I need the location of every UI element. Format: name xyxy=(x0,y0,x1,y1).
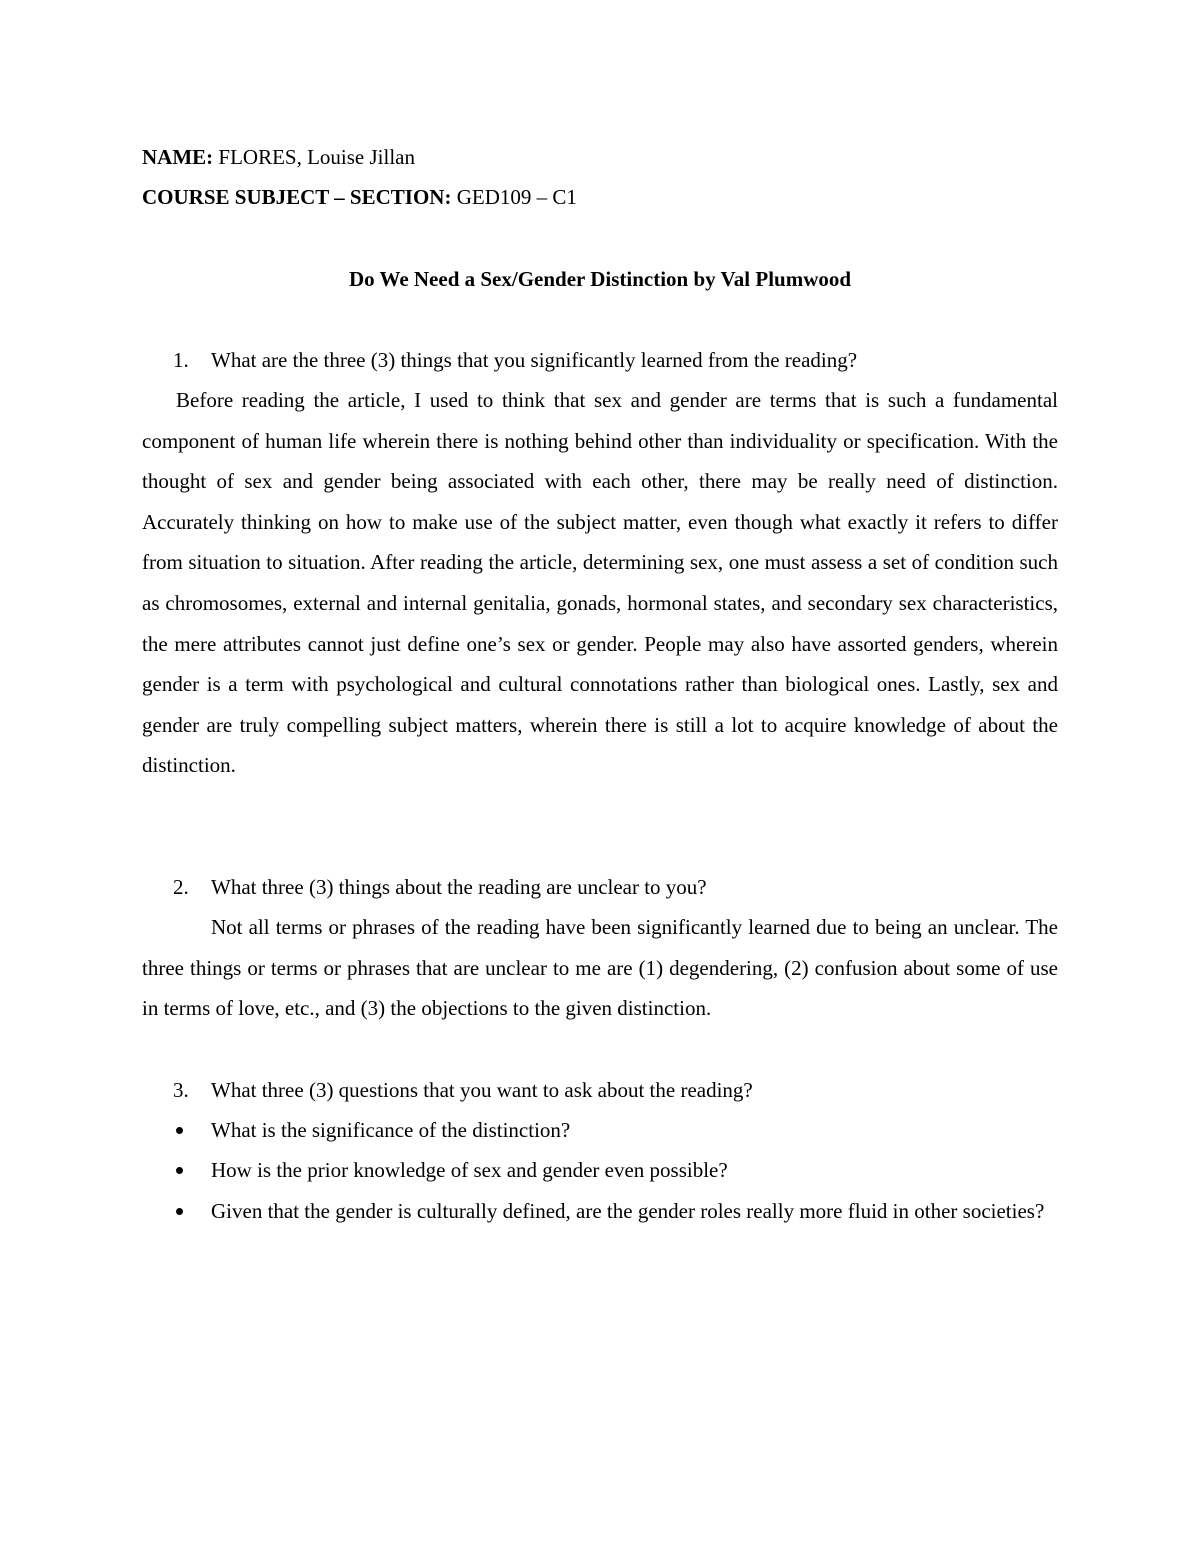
question-3-bullet-1: What is the significance of the distinction? xyxy=(211,1118,571,1142)
question-1-text: What are the three (3) things that you significantly learned from the reading? xyxy=(211,348,858,372)
question-1-number: 1. xyxy=(173,348,189,372)
question-3-text: What three (3) questions that you want to ask about the reading? xyxy=(211,1078,753,1102)
course-line xyxy=(142,183,577,211)
bullet-icon xyxy=(176,1167,183,1174)
bullet-icon xyxy=(176,1127,183,1134)
question-2-answer: Not all terms or phrases of the reading have been significantly learned due to being an unclear. The three things or terms or phrases that are unclear to me are (1) degendering, (2) confusion about some of use in terms of love, etc., and (3) the objections to the given distinction. xyxy=(142,915,1058,1021)
name-line xyxy=(142,143,415,171)
question-1-answer: Before reading the article, I used to think that sex and gender are terms that is such a fundamental component of human life wherein there is nothing behind other than individuality or specification. With the thought of sex and gender being associated with each other, there may be really need of distinction. Accurately thinking on how to make use of the subject matter, even though what exactly it refers to differ from situation to situation. After reading the article, determining sex, one must assess a set of condition such as chromosomes, external and internal genitalia, gonads, hormonal states, and secondary sex characteristics, the mere attributes cannot just define one’s sex or gender. People may also have assorted genders, wherein gender is a term with psychological and cultural connotations rather than biological ones. Lastly, sex and gender are truly compelling subject matters, wherein there is still a lot to acquire knowledge of about the distinction. xyxy=(142,388,1058,778)
question-2-number: 2. xyxy=(173,875,189,899)
course-value: GED109 – C1 xyxy=(456,185,577,209)
question-3-bullet-3: Given that the gender is culturally defined, are the gender roles really more fluid in other societies? xyxy=(211,1199,1045,1223)
name-label: NAME: xyxy=(142,145,214,169)
question-3-bullet-2: How is the prior knowledge of sex and gender even possible? xyxy=(211,1158,728,1182)
question-2-text: What three (3) things about the reading are unclear to you? xyxy=(211,875,707,899)
course-label: COURSE SUBJECT – SECTION: xyxy=(142,185,452,209)
name-value: FLORES, Louise Jillan xyxy=(218,145,415,169)
bullet-icon xyxy=(176,1208,183,1215)
document-title: Do We Need a Sex/Gender Distinction by Val Plumwood xyxy=(348,267,852,291)
question-3-number: 3. xyxy=(173,1078,189,1102)
